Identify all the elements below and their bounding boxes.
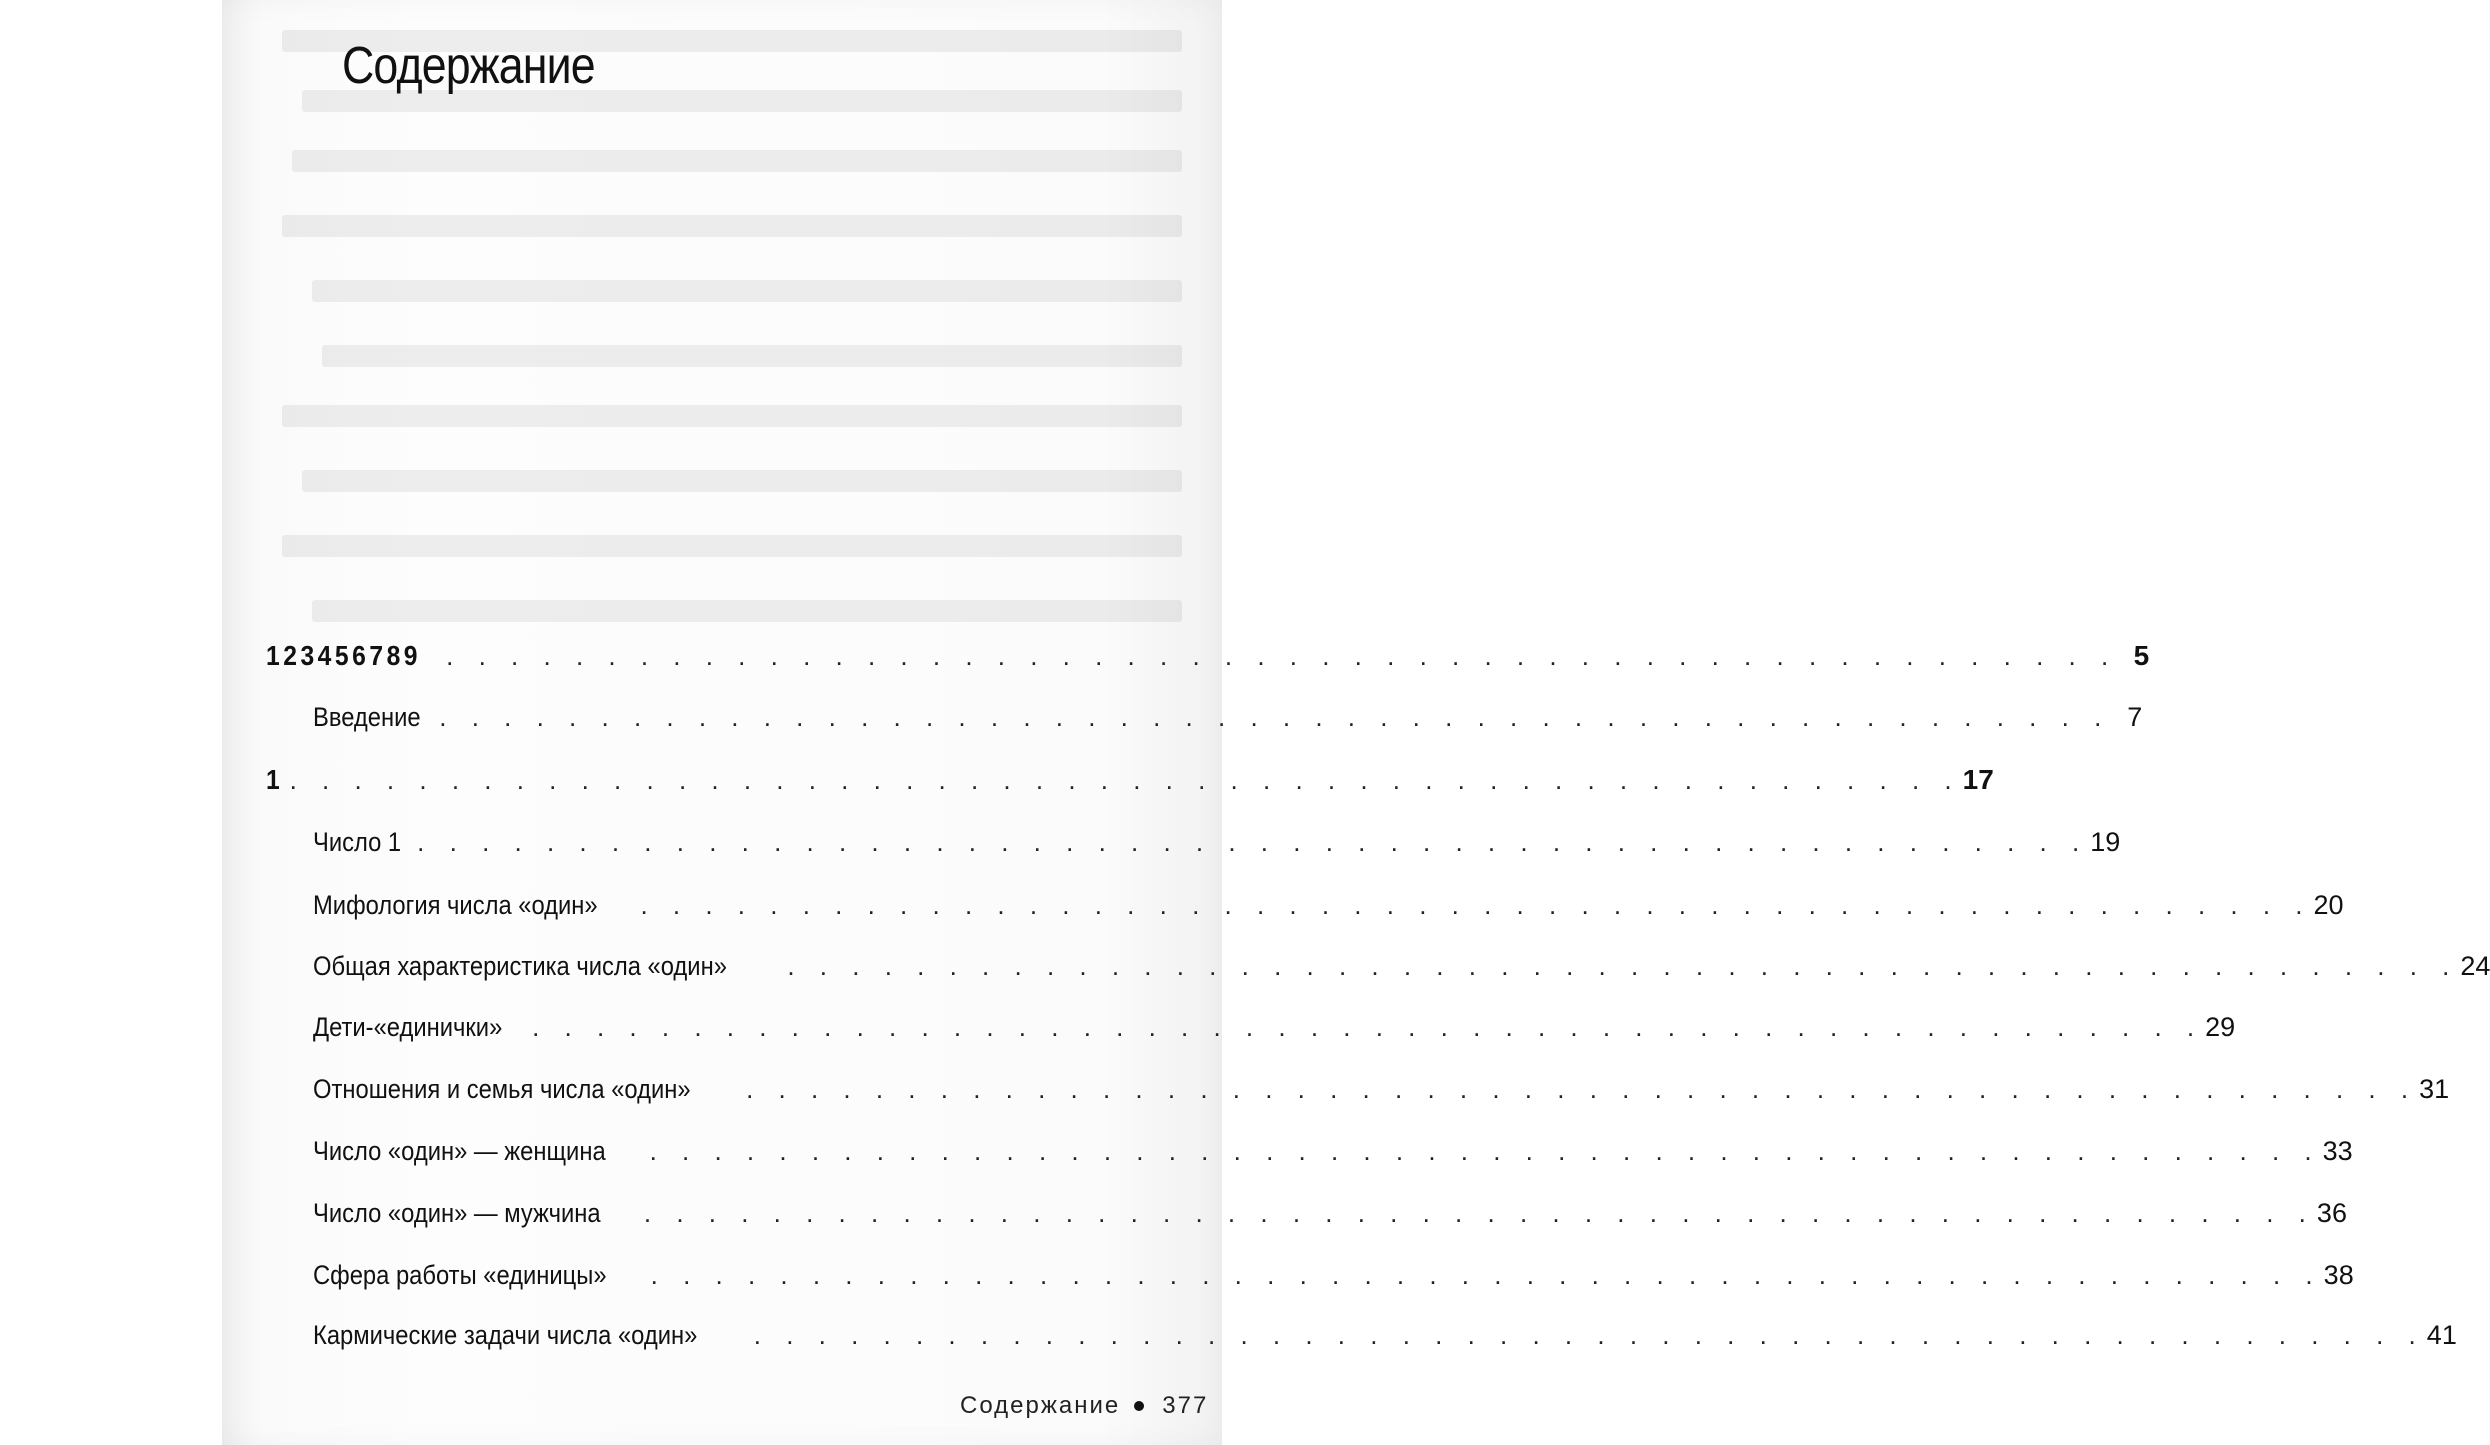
toc-entry[interactable] — [313, 1136, 2353, 1176]
toc-leader-dots: . . . . . . . . . . . . . . . . . . . . . . . . . . . . . . . . . . . . . . . . . . . . . . . . . . . . — [417, 827, 2089, 857]
toc-entry[interactable] — [266, 640, 2150, 680]
toc-entry-label: Мифология числа «один» — [313, 890, 598, 920]
toc-entry[interactable] — [313, 1074, 2450, 1114]
toc-entry[interactable] — [266, 764, 1994, 804]
toc-leader-dots: . . . . . . . . . . . . . . . . . . . . . . . . . . . . . . . . . . . . . . . . . . . . . . . . . . . . — [643, 1198, 2315, 1228]
toc-leader-dots: . . . . . . . . . . . . . . . . . . . . . . . . . . . . . . . . . . . . . . . . . . . . . . . . . . . . — [649, 1136, 2321, 1166]
toc-leader-dots: . . . . . . . . . . . . . . . . . . . . . . . . . . . . . . . . . . . . . . . . . . . . . . . . . . . . — [446, 641, 2118, 671]
toc-leader-dots: . . . . . . . . . . . . . . . . . . . . . . . . . . . . . . . . . . . . . . . . . . . . . . . . . . . . — [650, 1260, 2322, 1290]
toc-entry-label: Число 1 — [313, 827, 402, 857]
toc-leader-dots: . . . . . . . . . . . . . . . . . . . . . . . . . . . . . . . . . . . . . . . . . . . . . . . . . . . . — [532, 1012, 2204, 1042]
toc-entry-page: 29 — [2205, 1012, 2236, 1042]
toc-entry-label: Отношения и семья числа «один» — [313, 1074, 691, 1104]
toc-entry-page: 38 — [2323, 1260, 2354, 1290]
toc-entry-label: Введение — [313, 702, 421, 732]
toc-entry-label: Общая характеристика числа «один» — [313, 951, 727, 981]
toc-entry[interactable] — [313, 890, 2344, 930]
page-number: 377 — [1162, 1392, 1209, 1419]
toc-entry-label: Дети-«единички» — [313, 1012, 503, 1042]
toc-leader-dots: . . . . . . . . . . . . . . . . . . . . . . . . . . . . . . . . . . . . . . . . . . . . . . . . . . . . — [753, 1320, 2425, 1350]
toc-entry-label: Сфера работы «единицы» — [313, 1260, 607, 1290]
toc-entry-page: 19 — [2090, 827, 2121, 857]
toc-entry[interactable] — [313, 1198, 2347, 1238]
toc-entry-page: 33 — [2322, 1136, 2353, 1166]
toc-entry-label: Число «один» — мужчина — [313, 1198, 601, 1228]
toc-entry-page: 17 — [1962, 764, 1994, 795]
toc-entry[interactable] — [313, 827, 2121, 867]
toc-entry-label: 1 — [266, 764, 284, 795]
toc-entry-page: 36 — [2316, 1198, 2347, 1228]
toc-entry[interactable] — [313, 702, 2143, 742]
toc-leader-dots: . . . . . . . . . . . . . . . . . . . . . . . . . . . . . . . . . . . . . . . . . . . . . . . . . . . . — [439, 702, 2111, 732]
toc-entry[interactable] — [313, 1012, 2236, 1052]
toc-entry-page: 7 — [2127, 702, 2143, 732]
toc-entry-page: 20 — [2313, 890, 2344, 920]
toc-leader-dots: . . . . . . . . . . . . . . . . . . . . . . . . . . . . . . . . . . . . . . . . . . . . . . . . . . . . — [289, 765, 1961, 795]
footer-section-title: Содержание — [960, 1392, 1121, 1419]
page-title: Содержание — [342, 37, 595, 95]
toc-entry[interactable] — [313, 1260, 2354, 1300]
toc-entry-label: 123456789 — [266, 640, 422, 671]
toc-leader-dots: . . . . . . . . . . . . . . . . . . . . . . . . . . . . . . . . . . . . . . . . . . . . . . . . . . . . — [787, 951, 2459, 981]
running-footer — [960, 1392, 1208, 1420]
toc-leader-dots: . . . . . . . . . . . . . . . . . . . . . . . . . . . . . . . . . . . . . . . . . . . . . . . . . . . . — [746, 1074, 2418, 1104]
toc-leader-dots: . . . . . . . . . . . . . . . . . . . . . . . . . . . . . . . . . . . . . . . . . . . . . . . . . . . . — [640, 890, 2312, 920]
toc-entry[interactable] — [313, 1320, 2457, 1360]
bullet-icon — [1134, 1401, 1144, 1411]
toc-entry-label: Кармические задачи числа «один» — [313, 1320, 698, 1350]
toc-entry-page: 41 — [2426, 1320, 2457, 1350]
toc-entry-page: 5 — [2133, 640, 2150, 671]
toc-entry-page: 24 — [2460, 951, 2490, 981]
toc-entry-label: Число «один» — женщина — [313, 1136, 606, 1166]
toc-entry-page: 31 — [2419, 1074, 2450, 1104]
toc-entry[interactable] — [313, 951, 2490, 991]
